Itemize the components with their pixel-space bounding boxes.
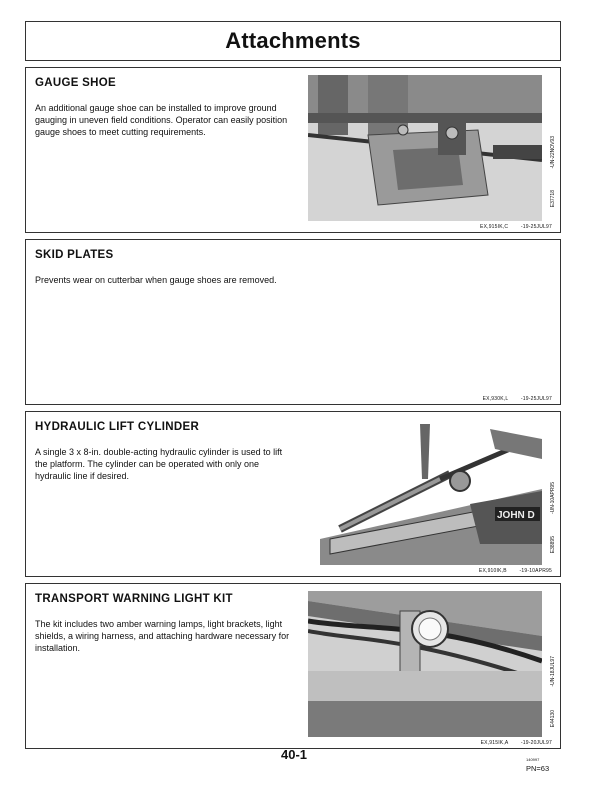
image-date-label: -UN-18JUL97: [550, 656, 556, 687]
page-number: 40-1: [281, 747, 308, 762]
image-id-label: E44130: [550, 710, 556, 728]
brand-decal: JOHN D: [497, 510, 535, 521]
ref-date: -19-25JUL97: [520, 224, 552, 230]
section-heading: HYDRAULIC LIFT CYLINDER: [35, 421, 200, 433]
section-skid-plates: [25, 239, 561, 405]
ref-code: EX,910IK,B: [478, 568, 507, 574]
section-body: Prevents wear on cutterbar when gauge shoes are removed.: [35, 275, 277, 285]
page-title: Attachments: [225, 28, 361, 53]
image-date-label: -UN-10APR95: [550, 482, 556, 514]
pn-label: PN=63: [526, 764, 550, 773]
section-body: The kit includes two amber warning lamps, light brackets, light shields, a wiring harness, and attaching hardware necessary for installation.: [35, 619, 290, 653]
ref-code: EX,915IK,A: [480, 740, 509, 746]
image-id-label: E37718: [550, 190, 556, 208]
gauge-shoe-photo: [308, 75, 542, 221]
warning-light-photo: [308, 591, 542, 737]
reference-code: [481, 740, 552, 746]
image-date-label: -UN-22NOV93: [550, 136, 556, 169]
ref-code: EX,930K,L: [482, 396, 509, 402]
ref-date: -19-25JUL97: [520, 396, 552, 402]
ref-date: -19-10APR95: [519, 568, 552, 574]
ref-date: -19-20JUL97: [520, 740, 552, 746]
section-body: A single 3 x 8-in. double-acting hydraulic cylinder is used to lift the platform. The cylinder can be operated with only one hydraulic line if desired.: [35, 447, 283, 481]
section-body: An additional gauge shoe can be installed to improve ground gauging in uneven field conditions. Operator can easily position gauge shoes to meet cutting requirements.: [35, 103, 288, 137]
reference-code: [480, 224, 552, 230]
image-id-label: E38895: [550, 536, 556, 554]
section-heading: GAUGE SHOE: [35, 77, 116, 89]
section-heading: SKID PLATES: [35, 249, 114, 261]
section-hydraulic-lift-cylinder: [25, 411, 561, 577]
reference-code: [479, 568, 552, 574]
section-heading: TRANSPORT WARNING LIGHT KIT: [35, 593, 233, 605]
section-gauge-shoe: [25, 67, 561, 233]
hydraulic-cylinder-photo: [320, 419, 542, 565]
reference-code: [483, 396, 552, 402]
section-transport-warning-light-kit: [25, 583, 561, 749]
document-code: 140997: [526, 757, 540, 762]
ref-code: EX,915IK,C: [480, 224, 509, 230]
title-box: [25, 21, 561, 61]
